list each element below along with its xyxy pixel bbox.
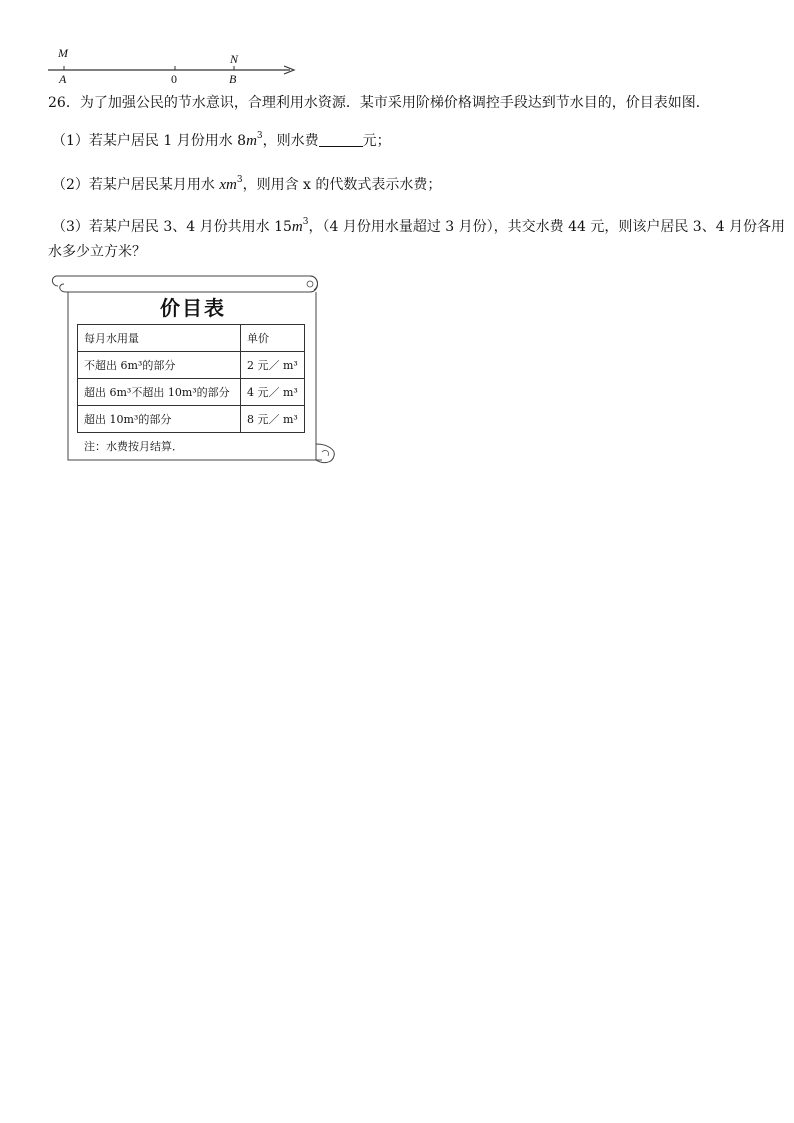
price-scroll — [48, 272, 338, 468]
question-3-line-2: 水多少立方米？ — [48, 244, 146, 260]
tier-range: 超出 10m³的部分 — [78, 406, 241, 433]
question-3 — [52, 212, 785, 237]
q3-suffix: ，（4 月份用水量超过 3 月份），共交水费 44 元，则该户居民 3、4 月份各用 — [308, 219, 786, 235]
header-unit-price: 单价 — [241, 325, 305, 352]
q1-exponent: 3 — [256, 131, 263, 141]
q3-unit: m — [291, 219, 303, 235]
label-n: N — [230, 52, 239, 66]
q1-suffix: 元； — [362, 133, 391, 149]
question-1 — [52, 126, 391, 151]
table-header-row — [78, 325, 305, 352]
label-zero: 0 — [171, 72, 177, 86]
table-note: 注：水费按月结算． — [84, 440, 183, 453]
answer-blank[interactable] — [319, 132, 363, 147]
q1-unit: m — [246, 133, 257, 149]
table-row — [78, 379, 305, 406]
q2-variable: xm — [219, 177, 237, 193]
number-line — [44, 48, 304, 88]
q1-prefix: （1）若某户居民 1 月份用水 8 — [52, 133, 247, 149]
q1-mid: ，则水费 — [262, 133, 319, 149]
q2-exponent: 3 — [236, 175, 243, 185]
q2-prefix: （2）若某户居民某月用水 — [52, 177, 220, 193]
q3-prefix: （3）若某户居民 3、4 月份共用水 15 — [52, 219, 292, 235]
question-2 — [52, 170, 441, 195]
label-b: B — [229, 72, 237, 86]
label-a: A — [59, 72, 67, 86]
price-table-title: 价目表 — [160, 296, 226, 320]
label-m: M — [58, 46, 68, 60]
tier-range: 不超出 6m³的部分 — [78, 352, 241, 379]
price-table — [77, 324, 305, 433]
table-row — [78, 352, 305, 379]
tier-range: 超出 6m³不超出 10m³的部分 — [78, 379, 241, 406]
q2-suffix: ，则用含 x 的代数式表示水费； — [242, 177, 442, 193]
problem-intro: 26．为了加强公民的节水意识，合理利用水资源．某市采用阶梯价格调控手段达到节水目的，价目表如图． — [48, 95, 710, 111]
table-row — [78, 406, 305, 433]
q3-exponent: 3 — [302, 217, 309, 227]
tier-price: 4 元／ m³ — [241, 379, 305, 406]
tier-price: 8 元／ m³ — [241, 406, 305, 433]
header-usage: 每月水用量 — [78, 325, 241, 352]
tier-price: 2 元／ m³ — [241, 352, 305, 379]
